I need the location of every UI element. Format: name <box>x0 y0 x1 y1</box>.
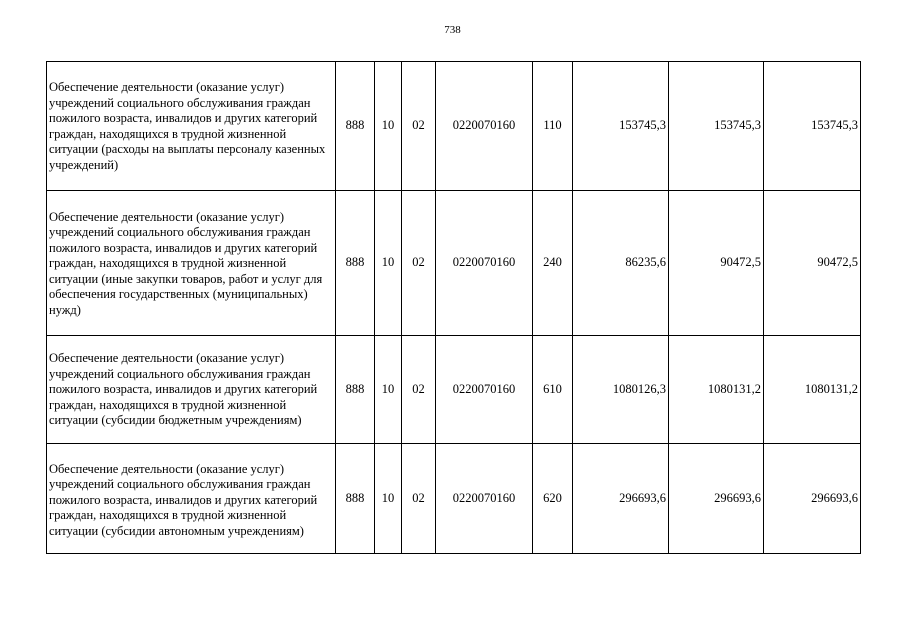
target-article-code: 0220070160 <box>436 62 533 191</box>
amount-1: 153745,3 <box>573 62 669 191</box>
subsection-code: 02 <box>402 191 436 336</box>
expense-type-code: 620 <box>533 444 573 554</box>
amount-1: 86235,6 <box>573 191 669 336</box>
amount-2: 153745,3 <box>669 62 764 191</box>
subsection-code: 02 <box>402 62 436 191</box>
page-number: 738 <box>444 24 461 36</box>
amount-2: 296693,6 <box>669 444 764 554</box>
ministry-code: 888 <box>336 336 375 444</box>
section-code: 10 <box>375 191 402 336</box>
target-article-code: 0220070160 <box>436 191 533 336</box>
amount-2: 1080131,2 <box>669 336 764 444</box>
amount-2: 90472,5 <box>669 191 764 336</box>
section-code: 10 <box>375 336 402 444</box>
target-article-code: 0220070160 <box>436 336 533 444</box>
ministry-code: 888 <box>336 444 375 554</box>
amount-1: 1080126,3 <box>573 336 669 444</box>
table-row <box>47 191 861 336</box>
row-description: Обеспечение деятельности (оказание услуг) учреждений социального обслуживания граждан пожилого возраста, инвалидов и других категорий граждан, находящихся в трудной жизненной ситуации (субсидии автономным учреждениям) <box>47 444 336 554</box>
expense-type-code: 240 <box>533 191 573 336</box>
row-description: Обеспечение деятельности (оказание услуг) учреждений социального обслуживания граждан пожилого возраста, инвалидов и других категорий граждан, находящихся в трудной жизненной ситуации (иные закупки товаров, работ и услуг для обеспечения государственных (муниципальных) нужд) <box>47 191 336 336</box>
expense-type-code: 610 <box>533 336 573 444</box>
section-code: 10 <box>375 444 402 554</box>
amount-1: 296693,6 <box>573 444 669 554</box>
table-row <box>47 62 861 191</box>
expense-type-code: 110 <box>533 62 573 191</box>
table-row <box>47 336 861 444</box>
table-row <box>47 444 861 554</box>
subsection-code: 02 <box>402 444 436 554</box>
target-article-code: 0220070160 <box>436 444 533 554</box>
ministry-code: 888 <box>336 191 375 336</box>
budget-table <box>46 61 861 554</box>
amount-3: 90472,5 <box>764 191 861 336</box>
amount-3: 1080131,2 <box>764 336 861 444</box>
ministry-code: 888 <box>336 62 375 191</box>
section-code: 10 <box>375 62 402 191</box>
amount-3: 153745,3 <box>764 62 861 191</box>
row-description: Обеспечение деятельности (оказание услуг) учреждений социального обслуживания граждан пожилого возраста, инвалидов и других категорий граждан, находящихся в трудной жизненной ситуации (субсидии бюджетным учреждениям) <box>47 336 336 444</box>
row-description: Обеспечение деятельности (оказание услуг) учреждений социального обслуживания граждан пожилого возраста, инвалидов и других категорий граждан, находящихся в трудной жизненной ситуации (расходы на выплаты персоналу казенных учреждений) <box>47 62 336 191</box>
subsection-code: 02 <box>402 336 436 444</box>
amount-3: 296693,6 <box>764 444 861 554</box>
